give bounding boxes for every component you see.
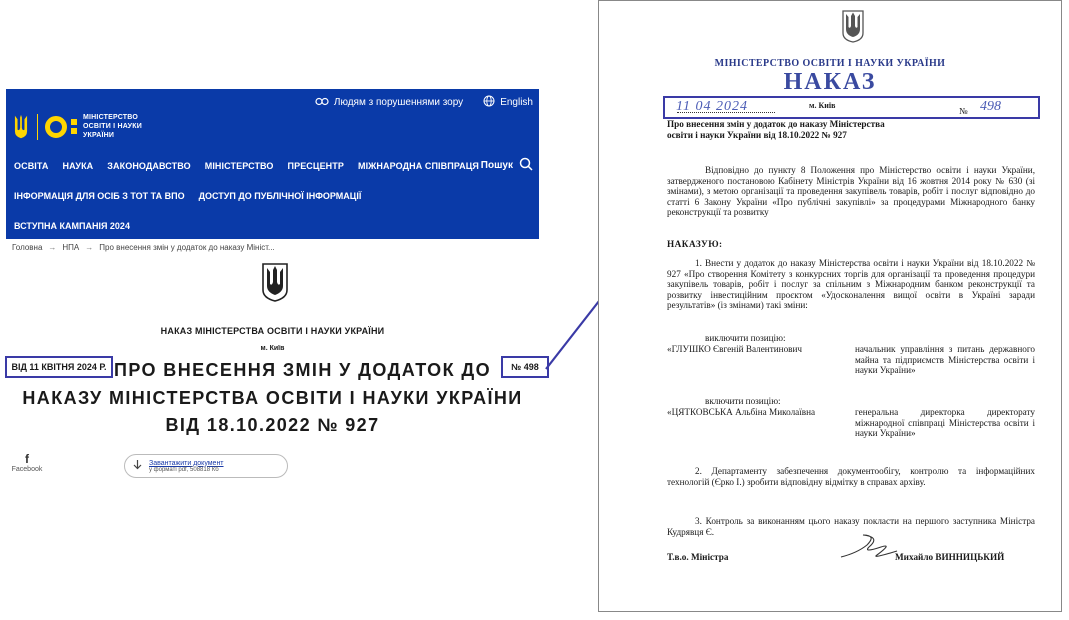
order-number-highlight: № 498 bbox=[501, 356, 549, 378]
logo-text: МІНІСТЕРСТВО ОСВІТИ І НАУКИ УКРАЇНИ bbox=[83, 114, 142, 139]
doc-paragraph-3: 2. Департаменту забезпечення документообігу, контролю та інформаційних технологій (Єрко І.) зробити відповідну відмітку в справах архіву. bbox=[667, 466, 1035, 487]
eye-icon bbox=[315, 97, 329, 109]
facebook-icon: f bbox=[25, 452, 29, 466]
download-label: Завантажити документ bbox=[149, 459, 224, 467]
main-nav bbox=[14, 161, 479, 171]
doc-exclude-name: «ГЛУШКО Євгеній Валентинович bbox=[667, 344, 803, 354]
download-meta: у форматі pdf, 508818 Кб bbox=[149, 466, 219, 473]
download-document-button[interactable] bbox=[124, 454, 288, 478]
logo-squares-icon bbox=[71, 119, 77, 134]
page-title-line-1: ПРО ВНЕСЕННЯ ЗМІН У ДОДАТОК ДО bbox=[114, 360, 491, 380]
order-date-highlight: ВІД 11 КВІТНЯ 2024 Р. bbox=[5, 356, 113, 378]
search-label: Пошук bbox=[480, 160, 513, 171]
accessibility-link[interactable] bbox=[315, 97, 463, 109]
arrow-right-icon: → bbox=[85, 243, 94, 252]
facebook-share[interactable] bbox=[10, 452, 44, 473]
doc-include-name: «ЦЯТКОВСЬКА Альбіна Миколаївна bbox=[667, 407, 816, 417]
handwritten-signature bbox=[837, 527, 903, 563]
coat-of-arms-icon bbox=[841, 9, 865, 43]
secondary-nav bbox=[14, 191, 361, 201]
language-label: English bbox=[500, 97, 533, 108]
nav-item-osvita[interactable]: ОСВІТА bbox=[14, 161, 49, 171]
doc-include-position: генеральна директорка директорату міжнародної співпраці Міністерства освіти і науки України» bbox=[855, 407, 1035, 439]
accessibility-label: Людям з порушеннями зору bbox=[333, 97, 464, 108]
page-title-line-3: ВІД 18.10.2022 № 927 bbox=[165, 415, 380, 435]
doc-city: м. Київ bbox=[809, 101, 836, 110]
trident-icon bbox=[12, 114, 30, 140]
breadcrumb-home[interactable]: Головна bbox=[12, 243, 43, 252]
nav-item-mizhnarodna[interactable]: МІЖНАРОДНА СПІВПРАЦЯ bbox=[357, 161, 479, 171]
site-header bbox=[6, 89, 539, 239]
logo-circle-icon bbox=[45, 116, 67, 138]
doc-exclude-label: виключити позицію: bbox=[705, 333, 786, 343]
doc-nakazuyu: НАКАЗУЮ: bbox=[667, 239, 723, 249]
nav-item-vstupna[interactable]: ВСТУПНА КАМПАНІЯ 2024 bbox=[14, 221, 130, 231]
doc-exclude-position: начальник управління з питань державного майна та підприємств Міністерства освіти і науки України» bbox=[855, 344, 1035, 376]
logo-divider bbox=[37, 114, 38, 140]
doc-date-underline bbox=[677, 112, 775, 113]
scanned-order-document bbox=[598, 0, 1062, 612]
doc-paragraph-4: 3. Контроль за виконанням цього наказу покласти на першого заступника Міністра Кудрявця Є. bbox=[667, 516, 1035, 537]
doc-handwritten-number: 498 bbox=[980, 99, 1001, 114]
doc-paragraph-1: Відповідно до пункту 8 Положення про Міністерство освіти і науки України, затвердженого постановою Кабінету Міністрів України від 16 жовтня 2014 року № 630 (зі змінами), з метою організації та проведення закупівель товарів, робіт і послуг відповідно до статті 6 Закону України «Про публічні закупівлі» за процедурами Міжнародного банку реконструкції та розвитку bbox=[667, 165, 1035, 218]
doc-heading: НАКАЗ bbox=[783, 69, 877, 95]
language-switch[interactable] bbox=[483, 95, 533, 110]
download-icon bbox=[133, 457, 142, 475]
nav-item-zakonodavstvo[interactable]: ЗАКОНОДАВСТВО bbox=[107, 161, 191, 171]
doc-number-sign: № bbox=[959, 106, 968, 116]
breadcrumb-npa[interactable]: НПА bbox=[62, 243, 80, 252]
nav-item-public-info[interactable]: ДОСТУП ДО ПУБЛІЧНОЇ ІНФОРМАЦІЇ bbox=[198, 191, 362, 201]
order-city: м. Київ bbox=[260, 345, 285, 352]
doc-include-label: включити позицію: bbox=[705, 396, 781, 406]
page-title-line-2: НАКАЗУ МІНІСТЕРСТВА ОСВІТИ І НАУКИ УКРАЇНИ bbox=[22, 388, 523, 408]
nav-item-nauka[interactable]: НАУКА bbox=[62, 161, 94, 171]
order-header: НАКАЗ МІНІСТЕРСТВА ОСВІТИ І НАУКИ УКРАЇНИ bbox=[160, 326, 385, 336]
doc-handwritten-date: 11 04 2024 bbox=[676, 99, 748, 114]
nav-item-tot-vpo[interactable]: ІНФОРМАЦІЯ ДЛЯ ОСІБ З ТОТ ТА ВПО bbox=[14, 191, 185, 201]
doc-paragraph-2: 1. Внести у додаток до наказу Міністерства освіти і науки України від 18.10.2022 № 927 «Про створення Комітету з конкурсних торгів для організації та проведення процедури закупівель товарів, робіт і послуг за спільним з Міжнародним банком реконструкції та розвитку інвестиційним проєктом «Удосконалення вищої освіти в Україні заради результатів» (із змінами) такі зміни: bbox=[667, 258, 1035, 311]
search-button[interactable] bbox=[481, 157, 533, 174]
doc-subject: Про внесення змін у додаток до наказу Міністерства освіти і науки України від 18.10.2022 № 927 bbox=[667, 119, 885, 140]
doc-signature-title: Т.в.о. Міністра bbox=[667, 552, 729, 562]
search-icon bbox=[519, 157, 533, 174]
facebook-label: Facebook bbox=[11, 466, 43, 473]
arrow-right-icon: → bbox=[48, 243, 57, 252]
nav-item-prestsentr[interactable]: ПРЕСЦЕНТР bbox=[287, 161, 344, 171]
breadcrumb bbox=[12, 243, 275, 252]
doc-ministry: МІНІСТЕРСТВО ОСВІТИ І НАУКИ УКРАЇНИ bbox=[714, 58, 946, 69]
coat-of-arms-icon bbox=[261, 262, 289, 302]
ministry-logo[interactable] bbox=[12, 113, 163, 140]
doc-signature-name: Михайло ВИННИЦЬКИЙ bbox=[895, 552, 1005, 562]
breadcrumb-current: Про внесення змін у додаток до наказу Мініст... bbox=[99, 243, 275, 252]
nav-item-ministerstvo[interactable]: МІНІСТЕРСТВО bbox=[204, 161, 274, 171]
globe-icon bbox=[483, 95, 495, 110]
top-utility-bar bbox=[315, 95, 533, 110]
